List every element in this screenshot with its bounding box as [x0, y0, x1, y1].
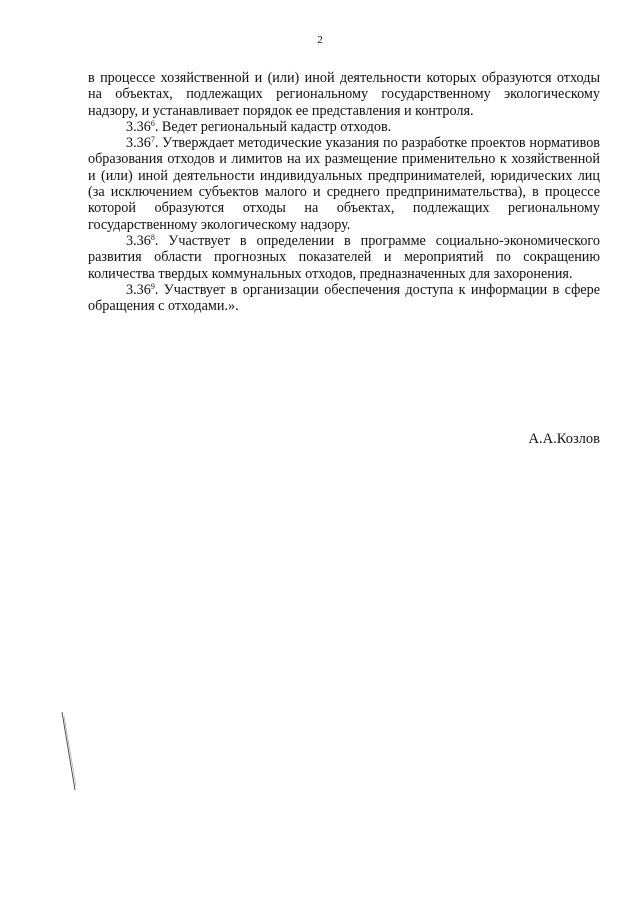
clause-number: 3.36 — [126, 281, 151, 298]
paragraph-3-36-7 — [88, 135, 600, 233]
paragraph-text: . Участвует в определении в программе социально-экономического развития области прогнозных показателей и мероприятий по сокращению количества твердых коммунальных отходов, предназначенных для захоронения. — [88, 232, 600, 282]
clause-superscript: 7 — [150, 135, 155, 145]
paragraph-text: . Ведет региональный кадастр отходов. — [154, 118, 392, 135]
paragraph-3-36-8 — [88, 233, 600, 282]
paragraph-3-36-6 — [88, 119, 600, 135]
page-number: 2 — [317, 34, 323, 46]
clause-superscript: 8 — [150, 232, 155, 242]
clause-number: 3.36 — [126, 135, 151, 152]
paragraph-text: в процессе хозяйственной и (или) иной деятельности которых образуются отходы на объектах, подлежащих региональному государственному экологическому надзору, и устанавливает порядок ее представления и контроля. — [88, 70, 600, 119]
paragraph-text: . Участвует в организации обеспечения доступа к информации в сфере обращения с отходами.». — [88, 281, 600, 315]
clause-superscript: 9 — [150, 281, 155, 291]
paragraph-continuation — [88, 70, 600, 119]
clause-number: 3.36 — [126, 232, 151, 249]
paragraph-text: . Утверждает методические указания по разработке проектов нормативов образования отходов и лимитов на их размещение применительно к хозяйственной и (или) иной деятельности индивидуальных предпринимателей, юридических лиц (за исключением субъектов малого и среднего предпринимательства), в процессе которой образуются отходы на объектах, подлежащих региональному государственному экологическому надзору. — [88, 135, 600, 233]
clause-superscript: 6 — [150, 118, 155, 128]
clause-number: 3.36 — [126, 118, 151, 135]
document-body — [88, 70, 600, 314]
paragraph-3-36-9 — [88, 282, 600, 315]
scan-streak-line-faint — [64, 716, 76, 786]
scan-streak-line — [62, 712, 75, 790]
signature-name: А.А.Козлов — [528, 431, 600, 447]
